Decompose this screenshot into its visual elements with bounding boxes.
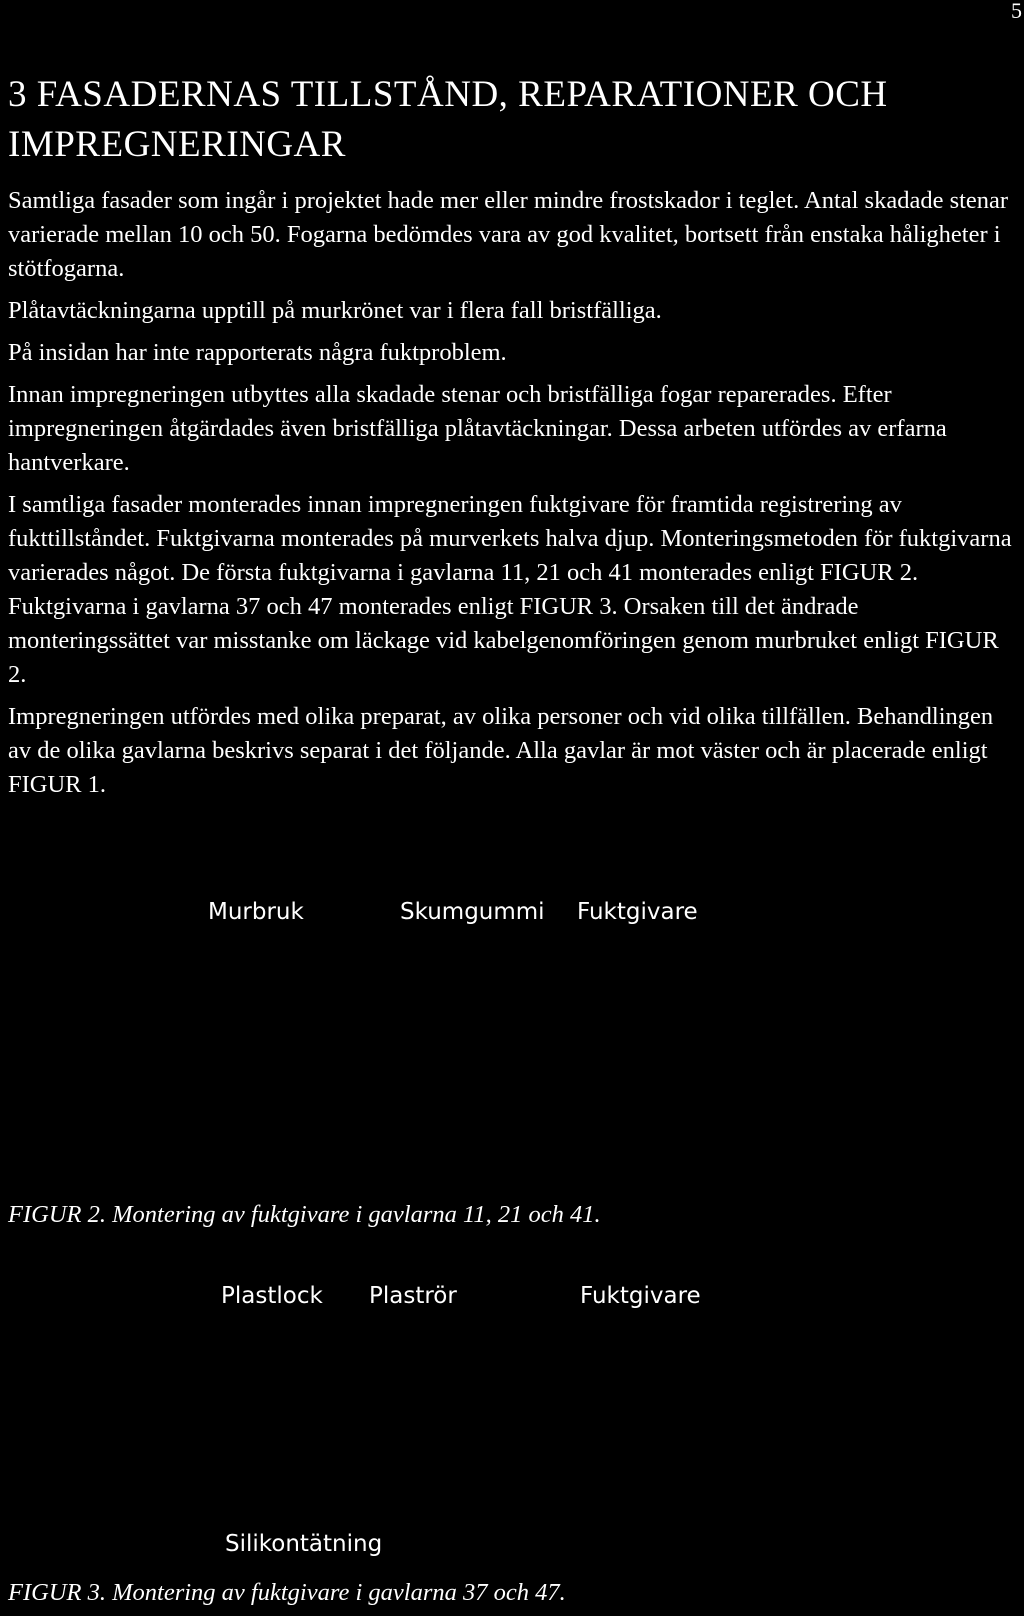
figure-2-caption: FIGUR 2. Montering av fuktgivare i gavlarna 11, 21 och 41. bbox=[8, 1201, 601, 1228]
page-number: 5 bbox=[1011, 0, 1022, 23]
figure-2-label-skumgummi: Skumgummi bbox=[400, 899, 545, 925]
figure-3-caption: FIGUR 3. Montering av fuktgivare i gavlarna 37 och 47. bbox=[8, 1579, 566, 1606]
body-text bbox=[8, 184, 1018, 810]
paragraph: På insidan har inte rapporterats några fuktproblem. bbox=[8, 339, 507, 366]
figure-3-label-plastlock: Plastlock bbox=[221, 1283, 323, 1309]
paragraph: Impregneringen utfördes med olika preparat, av olika personer och vid olika tillfällen. Behandlingen av de olika gavlarna beskrivs separat i det följande. Alla gavlar är mot väster och är placerade enligt FIGUR 1. bbox=[8, 703, 994, 798]
section-heading: 3 FASADERNAS TILLSTÅND, REPARATIONER OCH IMPREGNERINGAR bbox=[8, 74, 888, 165]
figure-3-label-silikontatning: Silikontätning bbox=[225, 1531, 383, 1557]
paragraph: Samtliga fasader som ingår i projektet hade mer eller mindre frostskador i teglet. Antal skadade stenar varierade mellan 10 och 50. Fogarna bedömdes vara av god kvalitet, bortsett från enstaka håligheter i stötfogarna. bbox=[8, 187, 1009, 282]
figure-2-label-murbruk: Murbruk bbox=[208, 899, 304, 925]
paragraph: I samtliga fasader monterades innan impregneringen fuktgivare för framtida registrering av fukttillståndet. Fuktgivarna monterades på murverkets halva djup. Monteringsmetoden för fuktgivarna varierades något. De första fuktgivarna i gavlarna 11, 21 och 41 monterades enligt FIGUR 2. Fuktgivarna i gavlarna 37 och 47 monterades enligt FIGUR 3. Orsaken till det ändrade monteringssättet var misstanke om läckage vid kabelgenomföringen genom murbruket enligt FIGUR 2. bbox=[8, 491, 1012, 688]
figure-2-label-fuktgivare: Fuktgivare bbox=[577, 899, 698, 925]
paragraph: Plåtavtäckningarna upptill på murkrönet var i flera fall bristfälliga. bbox=[8, 297, 662, 324]
paragraph: Innan impregneringen utbyttes alla skadade stenar och bristfälliga fogar reparerades. Efter impregneringen åtgärdades även bristfälliga plåtavtäckningar. Dessa arbeten utfördes av erfarna hantverkare. bbox=[8, 381, 947, 476]
figure-3-label-plastror: Plaströr bbox=[369, 1283, 457, 1309]
figure-3-label-fuktgivare: Fuktgivare bbox=[580, 1283, 701, 1309]
